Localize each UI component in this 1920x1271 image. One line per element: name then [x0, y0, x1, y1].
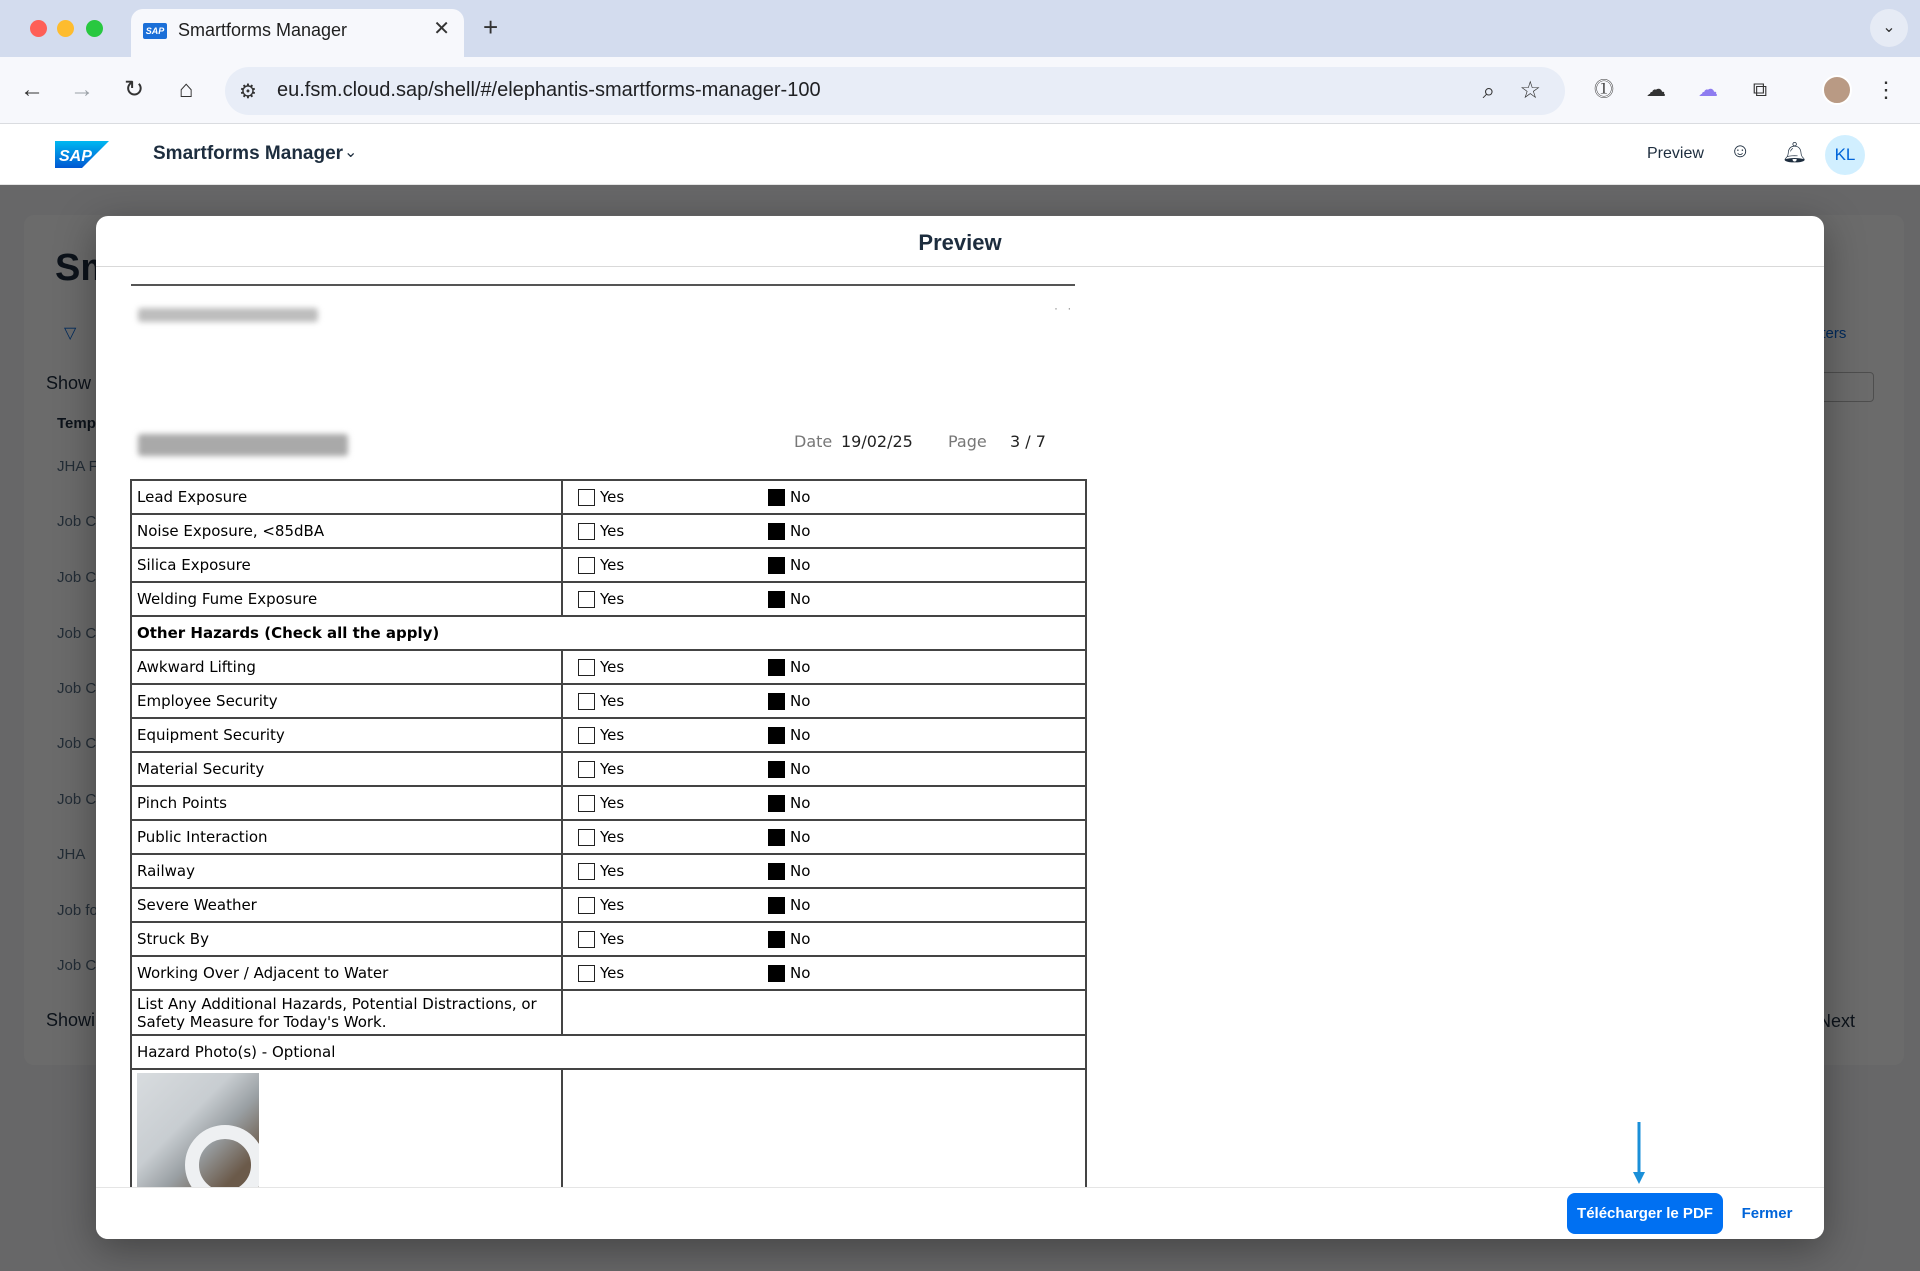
checked-checkbox-icon — [768, 523, 785, 540]
yes-option — [578, 828, 768, 846]
yes-label: Yes — [600, 726, 625, 744]
unchecked-checkbox-icon — [578, 591, 595, 608]
yes-option — [578, 794, 768, 812]
hazard-options — [562, 854, 1086, 888]
sap-logo-text: SAP — [59, 148, 92, 165]
browser-toolbar — [0, 57, 1920, 124]
table-row — [131, 480, 1086, 514]
table-row — [131, 514, 1086, 548]
hazard-photo — [137, 1073, 259, 1187]
hazard-label: Welding Fume Exposure — [131, 582, 562, 616]
unchecked-checkbox-icon — [578, 931, 595, 948]
back-arrow-icon[interactable]: ← — [20, 76, 44, 103]
document-header-rule — [131, 284, 1075, 286]
hazard-label: Employee Security — [131, 684, 562, 718]
no-label: No — [790, 828, 811, 846]
checked-checkbox-icon — [768, 795, 785, 812]
table-row — [131, 718, 1086, 752]
no-option — [768, 828, 810, 846]
yes-label: Yes — [600, 964, 625, 982]
yes-label: Yes — [600, 556, 625, 574]
unchecked-checkbox-icon — [578, 489, 595, 506]
no-option — [768, 862, 810, 880]
yes-option — [578, 964, 768, 982]
table-row — [131, 1035, 1086, 1069]
yes-option — [578, 930, 768, 948]
hazard-label: Noise Exposure, <85dBA — [131, 514, 562, 548]
no-label: No — [790, 556, 811, 574]
yes-option — [578, 726, 768, 744]
yes-option — [578, 658, 768, 676]
page-number: 3 / 7 — [1010, 432, 1046, 451]
sap-favicon-icon: SAP — [143, 23, 167, 39]
window-close-button[interactable] — [30, 20, 47, 37]
checked-checkbox-icon — [768, 489, 785, 506]
redacted-text — [138, 308, 318, 322]
unchecked-checkbox-icon — [578, 523, 595, 540]
url-text[interactable]: eu.fsm.cloud.sap/shell/#/elephantis-smartforms-manager-100 — [277, 79, 821, 101]
yes-label: Yes — [600, 522, 625, 540]
yes-option — [578, 556, 768, 574]
feedback-icon[interactable]: ☺ — [1730, 140, 1751, 162]
hazard-photo-empty-cell — [562, 1069, 1086, 1187]
window-minimize-button[interactable] — [57, 20, 74, 37]
unchecked-checkbox-icon — [578, 557, 595, 574]
checked-checkbox-icon — [768, 557, 785, 574]
dialog-header — [96, 216, 1824, 267]
hazard-label: Equipment Security — [131, 718, 562, 752]
dialog-footer — [96, 1187, 1824, 1239]
hazard-options — [562, 888, 1086, 922]
extensions-puzzle-icon[interactable]: ⧉ — [1752, 79, 1768, 101]
ghost-extension-icon[interactable]: ☁ — [1698, 79, 1718, 101]
window-zoom-button[interactable] — [86, 20, 103, 37]
tab-title: Smartforms Manager — [178, 20, 348, 40]
checked-checkbox-icon — [768, 693, 785, 710]
table-row — [131, 990, 1086, 1035]
close-dialog-button[interactable]: Fermer — [1734, 1193, 1800, 1234]
yes-label: Yes — [600, 658, 625, 676]
no-label: No — [790, 590, 811, 608]
user-avatar[interactable]: KL — [1825, 135, 1865, 175]
yes-option — [578, 692, 768, 710]
unchecked-checkbox-icon — [578, 795, 595, 812]
no-label: No — [790, 964, 811, 982]
section-heading: Other Hazards (Check all the apply) — [131, 616, 1086, 650]
hazard-checklist-table — [130, 479, 1087, 1187]
checked-checkbox-icon — [768, 659, 785, 676]
checked-checkbox-icon — [768, 829, 785, 846]
unchecked-checkbox-icon — [578, 965, 595, 982]
dialog-title: Preview — [918, 230, 1002, 255]
password-manager-extension-icon[interactable]: ⓵ — [1594, 79, 1614, 101]
no-label: No — [790, 862, 811, 880]
yes-option — [578, 590, 768, 608]
preview-dialog — [96, 216, 1824, 1239]
sap-logo[interactable] — [55, 141, 109, 168]
checked-checkbox-icon — [768, 897, 785, 914]
page-label: Page — [948, 432, 987, 451]
checked-checkbox-icon — [768, 965, 785, 982]
table-row — [131, 922, 1086, 956]
checked-checkbox-icon — [768, 591, 785, 608]
no-label: No — [790, 692, 811, 710]
checked-checkbox-icon — [768, 727, 785, 744]
unchecked-checkbox-icon — [578, 761, 595, 778]
hazard-label: Struck By — [131, 922, 562, 956]
unchecked-checkbox-icon — [578, 693, 595, 710]
cloud-extension-icon[interactable]: ☁ — [1646, 79, 1666, 101]
hazard-options — [562, 480, 1086, 514]
document-dots: · · — [1054, 301, 1075, 315]
yes-label: Yes — [600, 862, 625, 880]
table-row — [131, 548, 1086, 582]
unchecked-checkbox-icon — [578, 727, 595, 744]
browser-tab[interactable] — [131, 9, 464, 57]
table-row — [131, 684, 1086, 718]
hazard-options — [562, 752, 1086, 786]
hazard-options — [562, 922, 1086, 956]
table-row — [131, 786, 1086, 820]
checked-checkbox-icon — [768, 931, 785, 948]
address-bar[interactable] — [225, 67, 1565, 115]
no-label: No — [790, 488, 811, 506]
section-row — [131, 616, 1086, 650]
hazard-options — [562, 684, 1086, 718]
table-row — [131, 956, 1086, 990]
date-label: Date — [794, 432, 833, 451]
hazard-label: Railway — [131, 854, 562, 888]
home-icon[interactable]: ⌂ — [178, 76, 194, 103]
table-row — [131, 820, 1086, 854]
no-label: No — [790, 896, 811, 914]
date-value: 19/02/25 — [841, 432, 913, 451]
hazard-label: Awkward Lifting — [131, 650, 562, 684]
table-row — [131, 752, 1086, 786]
no-option — [768, 896, 810, 914]
yes-label: Yes — [600, 488, 625, 506]
no-label: No — [790, 794, 811, 812]
pdf-preview-area[interactable] — [96, 267, 1824, 1187]
no-option — [768, 488, 810, 506]
no-label: No — [790, 760, 811, 778]
no-option — [768, 556, 810, 574]
yes-label: Yes — [600, 794, 625, 812]
checked-checkbox-icon — [768, 863, 785, 880]
yes-label: Yes — [600, 590, 625, 608]
table-row — [131, 888, 1086, 922]
yes-label: Yes — [600, 828, 625, 846]
reload-icon[interactable]: ↻ — [123, 76, 145, 103]
site-settings-icon[interactable]: ⚙ — [239, 81, 257, 103]
unchecked-checkbox-icon — [578, 897, 595, 914]
table-row — [131, 650, 1086, 684]
sap-shell-bar — [0, 124, 1920, 185]
hazard-options — [562, 820, 1086, 854]
no-label: No — [790, 930, 811, 948]
no-option — [768, 726, 810, 744]
no-option — [768, 590, 810, 608]
hazard-photo-cell — [131, 1069, 562, 1187]
table-row — [131, 582, 1086, 616]
hazard-label: Silica Exposure — [131, 548, 562, 582]
profile-avatar[interactable] — [1822, 75, 1852, 105]
hazard-options — [562, 548, 1086, 582]
table-row — [131, 1069, 1086, 1187]
hazard-photo-label: Hazard Photo(s) - Optional — [131, 1035, 1086, 1069]
yes-label: Yes — [600, 896, 625, 914]
annotation-arrow-icon — [1632, 1122, 1646, 1184]
hazard-options — [562, 650, 1086, 684]
redacted-title — [138, 434, 348, 456]
yes-option — [578, 760, 768, 778]
shell-preview-link[interactable]: Preview — [1647, 145, 1704, 162]
yes-option — [578, 522, 768, 540]
hazard-options — [562, 718, 1086, 752]
no-label: No — [790, 522, 811, 540]
no-option — [768, 964, 810, 982]
hazard-label: Working Over / Adjacent to Water — [131, 956, 562, 990]
no-option — [768, 522, 810, 540]
hazard-label: Public Interaction — [131, 820, 562, 854]
no-option — [768, 794, 810, 812]
unchecked-checkbox-icon — [578, 659, 595, 676]
no-label: No — [790, 726, 811, 744]
additional-hazards-label: List Any Additional Hazards, Potential Distractions, or Safety Measure for Today's Work. — [131, 990, 562, 1035]
yes-label: Yes — [600, 930, 625, 948]
unchecked-checkbox-icon — [578, 829, 595, 846]
hazard-options — [562, 956, 1086, 990]
app-title[interactable]: Smartforms Manager — [153, 143, 344, 164]
hazard-label: Pinch Points — [131, 786, 562, 820]
download-pdf-button[interactable]: Télécharger le PDF — [1567, 1193, 1723, 1234]
additional-hazards-value — [562, 990, 1086, 1035]
zoom-icon[interactable]: ⌕ — [1482, 78, 1495, 103]
no-option — [768, 760, 810, 778]
table-row — [131, 854, 1086, 888]
hazard-label: Material Security — [131, 752, 562, 786]
forward-arrow-icon[interactable]: → — [70, 76, 94, 103]
checked-checkbox-icon — [768, 761, 785, 778]
no-option — [768, 692, 810, 710]
yes-label: Yes — [600, 692, 625, 710]
hazard-options — [562, 582, 1086, 616]
tab-close-icon[interactable]: ✕ — [433, 18, 450, 40]
yes-option — [578, 862, 768, 880]
no-label: No — [790, 658, 811, 676]
hazard-label: Severe Weather — [131, 888, 562, 922]
notification-bell-icon[interactable]: 🔔︎ — [1782, 142, 1808, 164]
hazard-label: Lead Exposure — [131, 480, 562, 514]
yes-label: Yes — [600, 760, 625, 778]
no-option — [768, 930, 810, 948]
new-tab-icon[interactable]: + — [483, 12, 499, 42]
chevron-down-icon[interactable]: ⌄ — [344, 144, 358, 161]
browser-menu-icon[interactable]: ⋮ — [1875, 77, 1897, 102]
tab-search-chevron-icon[interactable]: ⌄ — [1870, 9, 1908, 47]
hazard-options — [562, 514, 1086, 548]
yes-option — [578, 488, 768, 506]
no-option — [768, 658, 810, 676]
hazard-options — [562, 786, 1086, 820]
yes-option — [578, 896, 768, 914]
unchecked-checkbox-icon — [578, 863, 595, 880]
bookmark-star-icon[interactable]: ☆ — [1519, 77, 1541, 104]
browser-tab-bar — [0, 0, 1920, 57]
